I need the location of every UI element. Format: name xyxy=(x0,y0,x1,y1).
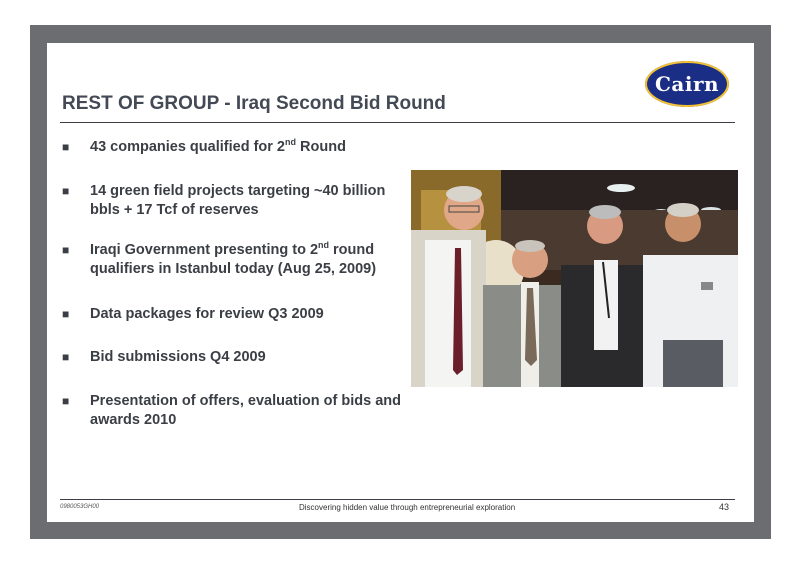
footer-divider xyxy=(60,499,735,500)
slide-title: REST OF GROUP - Iraq Second Bid Round xyxy=(62,93,446,114)
bullet-marker: ■ xyxy=(62,394,70,408)
bullet-marker: ■ xyxy=(62,350,70,364)
group-photo xyxy=(411,170,738,387)
bullet-item xyxy=(62,305,402,324)
bullet-marker: ■ xyxy=(62,307,70,321)
slide xyxy=(47,43,754,522)
title-divider xyxy=(60,122,735,123)
cairn-logo xyxy=(645,61,729,107)
bullet-text: Presentation of offers, evaluation of bids and awards 2010 xyxy=(90,393,401,428)
bullet-marker: ■ xyxy=(62,184,70,198)
document-code: 0980053GH00 xyxy=(60,504,100,510)
bullet-item xyxy=(62,138,402,157)
page-number: 43 xyxy=(719,502,730,512)
bullet-marker: ■ xyxy=(62,243,70,257)
group-photo-illustration xyxy=(411,170,738,387)
logo-text: Cairn xyxy=(654,72,720,96)
bullet-text: 43 companies qualified for 2nd Round xyxy=(90,137,346,155)
bullet-text: Data packages for review Q3 2009 xyxy=(90,306,324,322)
bullet-item xyxy=(62,241,402,279)
bullet-text: 14 green field projects targeting ~40 billion bbls + 17 Tcf of reserves xyxy=(90,183,386,218)
bullet-item xyxy=(62,348,402,367)
bullet-text: Iraqi Government presenting to 2nd round qualifiers in Istanbul today (Aug 25, 2009) xyxy=(90,240,377,277)
bullet-item xyxy=(62,182,402,220)
bullet-item xyxy=(62,392,402,430)
bullet-text: Bid submissions Q4 2009 xyxy=(90,349,266,365)
footer-tagline: Discovering hidden value through entrepreneurial exploration xyxy=(299,503,516,512)
bullet-marker: ■ xyxy=(62,140,70,154)
